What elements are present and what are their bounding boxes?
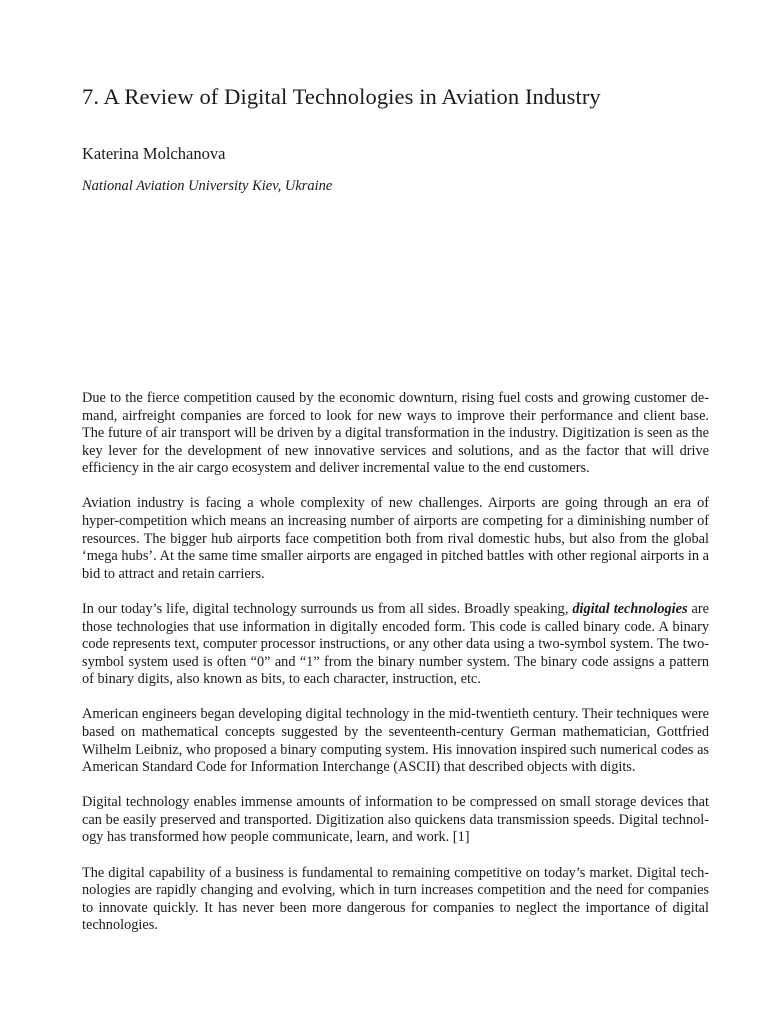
author-affiliation: National Aviation University Kiev, Ukraine (82, 178, 333, 194)
paragraph-1: Due to the fierce competition caused by the economic downturn, rising fuel costs and growing customer demand, airfreight companies are forced to look for new ways to improve their performance and client base. The future of air transport will be driven by a digital transformation in the industry. Digitization is seen as the key lever for the development of new innovative services and solutions, and as the factor that will drive efficiency in the air cargo ecosystem and deliver incremental value to the end customers. (82, 390, 709, 477)
article-body (82, 390, 709, 952)
article-author: Katerina Molchanova (82, 144, 226, 163)
defined-term: digital technologies (572, 600, 688, 617)
paragraph-3-text-end: are those technologies that use information in digitally encoded form. This code is called binary code. A binary code represents text, computer processor instructions, or any other data using a two-symbol system. The two-symbol system used is often “0” and “1” from the binary number system. The binary code assigns a pattern of binary digits, also known as bits, to each character, instruction, etc. (82, 600, 709, 688)
paragraph-3-text-start: In our today’s life, digital technology surrounds us from all sides. Broadly speaking, (82, 600, 573, 617)
paragraph-6: The digital capability of a business is fundamental to remaining competitive on today’s market. Digital technologies are rapidly changing and evolving, which in turn increases competition and the need for companies to innovate quickly. It has never been more dangerous for companies to neglect the importance of digital technologies. (82, 864, 709, 934)
paragraph-2: Aviation industry is facing a whole complexity of new challenges. Airports are going through an era of hyper-competition which means an increasing number of airports are competing for a diminishing number of resources. The bigger hub airports face competition both from rival domestic hubs, but also from the global ‘mega hubs’. At the same time smaller airports are engaged in pitched battles with other regional airports in a bid to attract and retain carriers. (82, 495, 709, 582)
article-title: 7. A Review of Digital Technologies in Aviation Industry (82, 84, 601, 109)
paragraph-5: Digital technology enables immense amounts of information to be compressed on small storage devices that can be easily preserved and transported. Digitization also quickens data transmission speeds. Digital technology has transformed how people communicate, learn, and work. [1] (82, 794, 709, 846)
paragraph-3 (82, 601, 709, 689)
paragraph-4: American engineers began developing digital technology in the mid-twentieth century. Their techniques were based on mathematical concepts suggested by the seventeenth-century German mathematician, Gottfried Wilhelm Leibniz, who proposed a binary computing system. His innovation inspired such numerical codes as American Standard Code for Information Interchange (ASCII) that described objects with digits. (82, 706, 709, 776)
